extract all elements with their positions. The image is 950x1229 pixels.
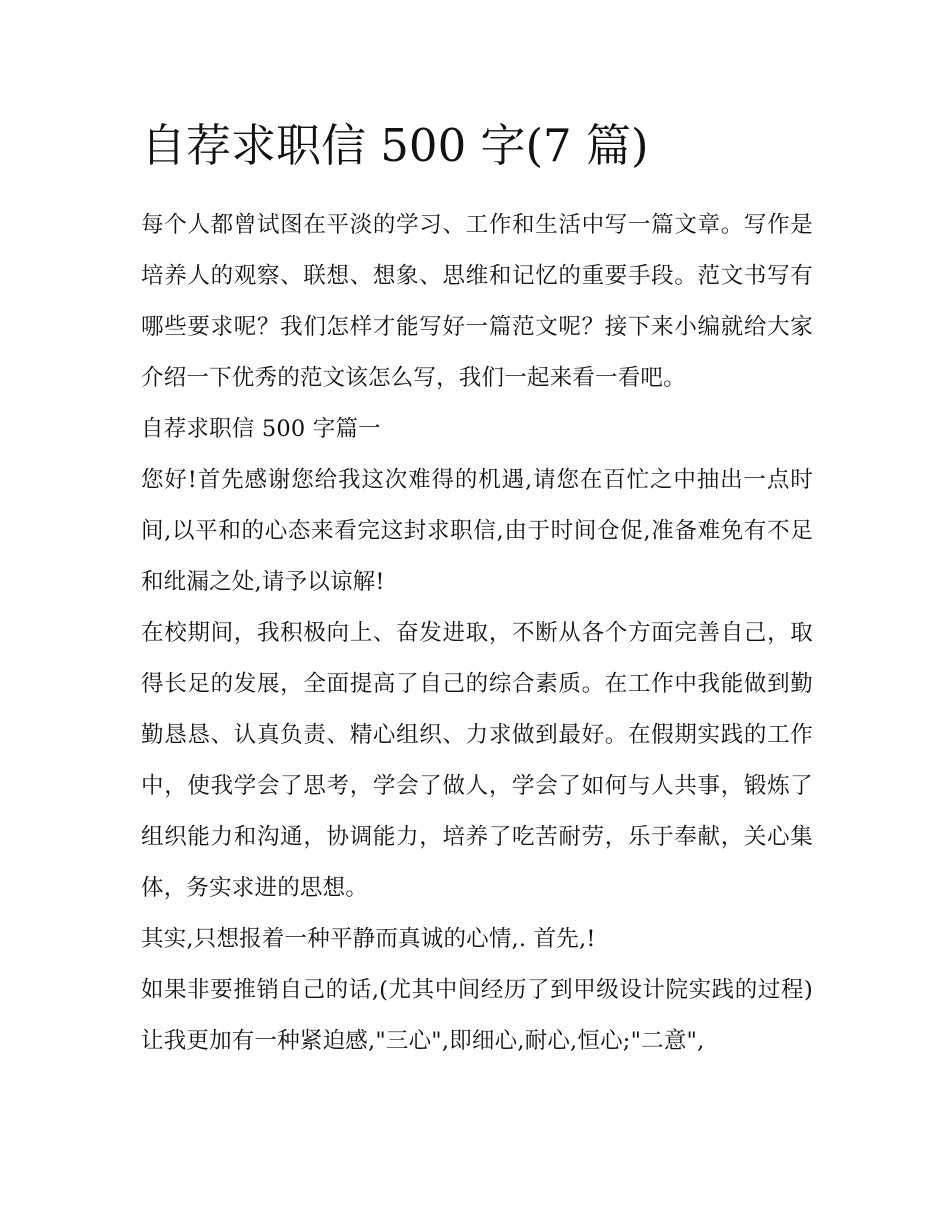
- body-paragraph: 在校期间，我积极向上、奋发进取，不断从各个方面完善自己，取得长足的发展，全面提高了自己的综合素质。在工作中我能做到勤勤恳恳、认真负责、精心组织、力求做到最好。在假期实践的工作中，使我学会了思考，学会了做人，学会了如何与人共事，锻炼了组织能力和沟通，协调能力，培养了吃苦耐劳，乐于奉献，关心集体，务实求进的思想。: [141, 620, 813, 901]
- body-paragraph: 其实,只想报着一种平静而真诚的心情,. 首先,!: [141, 926, 596, 952]
- body-paragraph: 如果非要推销自己的话,(尤其中间经历了到甲级设计院实践的过程)让我更加有一种紧迫感,"三心",即细心,耐心,恒心;"二意",: [141, 977, 813, 1054]
- document-title: 自荐求职信 500 字(7 篇): [141, 119, 649, 172]
- section-heading: 自荐求职信 500 字篇一: [141, 416, 381, 442]
- document-body: [141, 200, 813, 1067]
- body-paragraph: 您好!首先感谢您给我这次难得的机遇,请您在百忙之中抽出一点时间,以平和的心态来看完这封求职信,由于时间仓促,准备难免有不足和纰漏之处,请予以谅解!: [141, 467, 813, 595]
- intro-paragraph: 每个人都曾试图在平淡的学习、工作和生活中写一篇文章。写作是培养人的观察、联想、想象、思维和记忆的重要手段。范文书写有哪些要求呢？我们怎样才能写好一篇范文呢？接下来小编就给大家介绍一下优秀的范文该怎么写，我们一起来看一看吧。: [141, 212, 813, 391]
